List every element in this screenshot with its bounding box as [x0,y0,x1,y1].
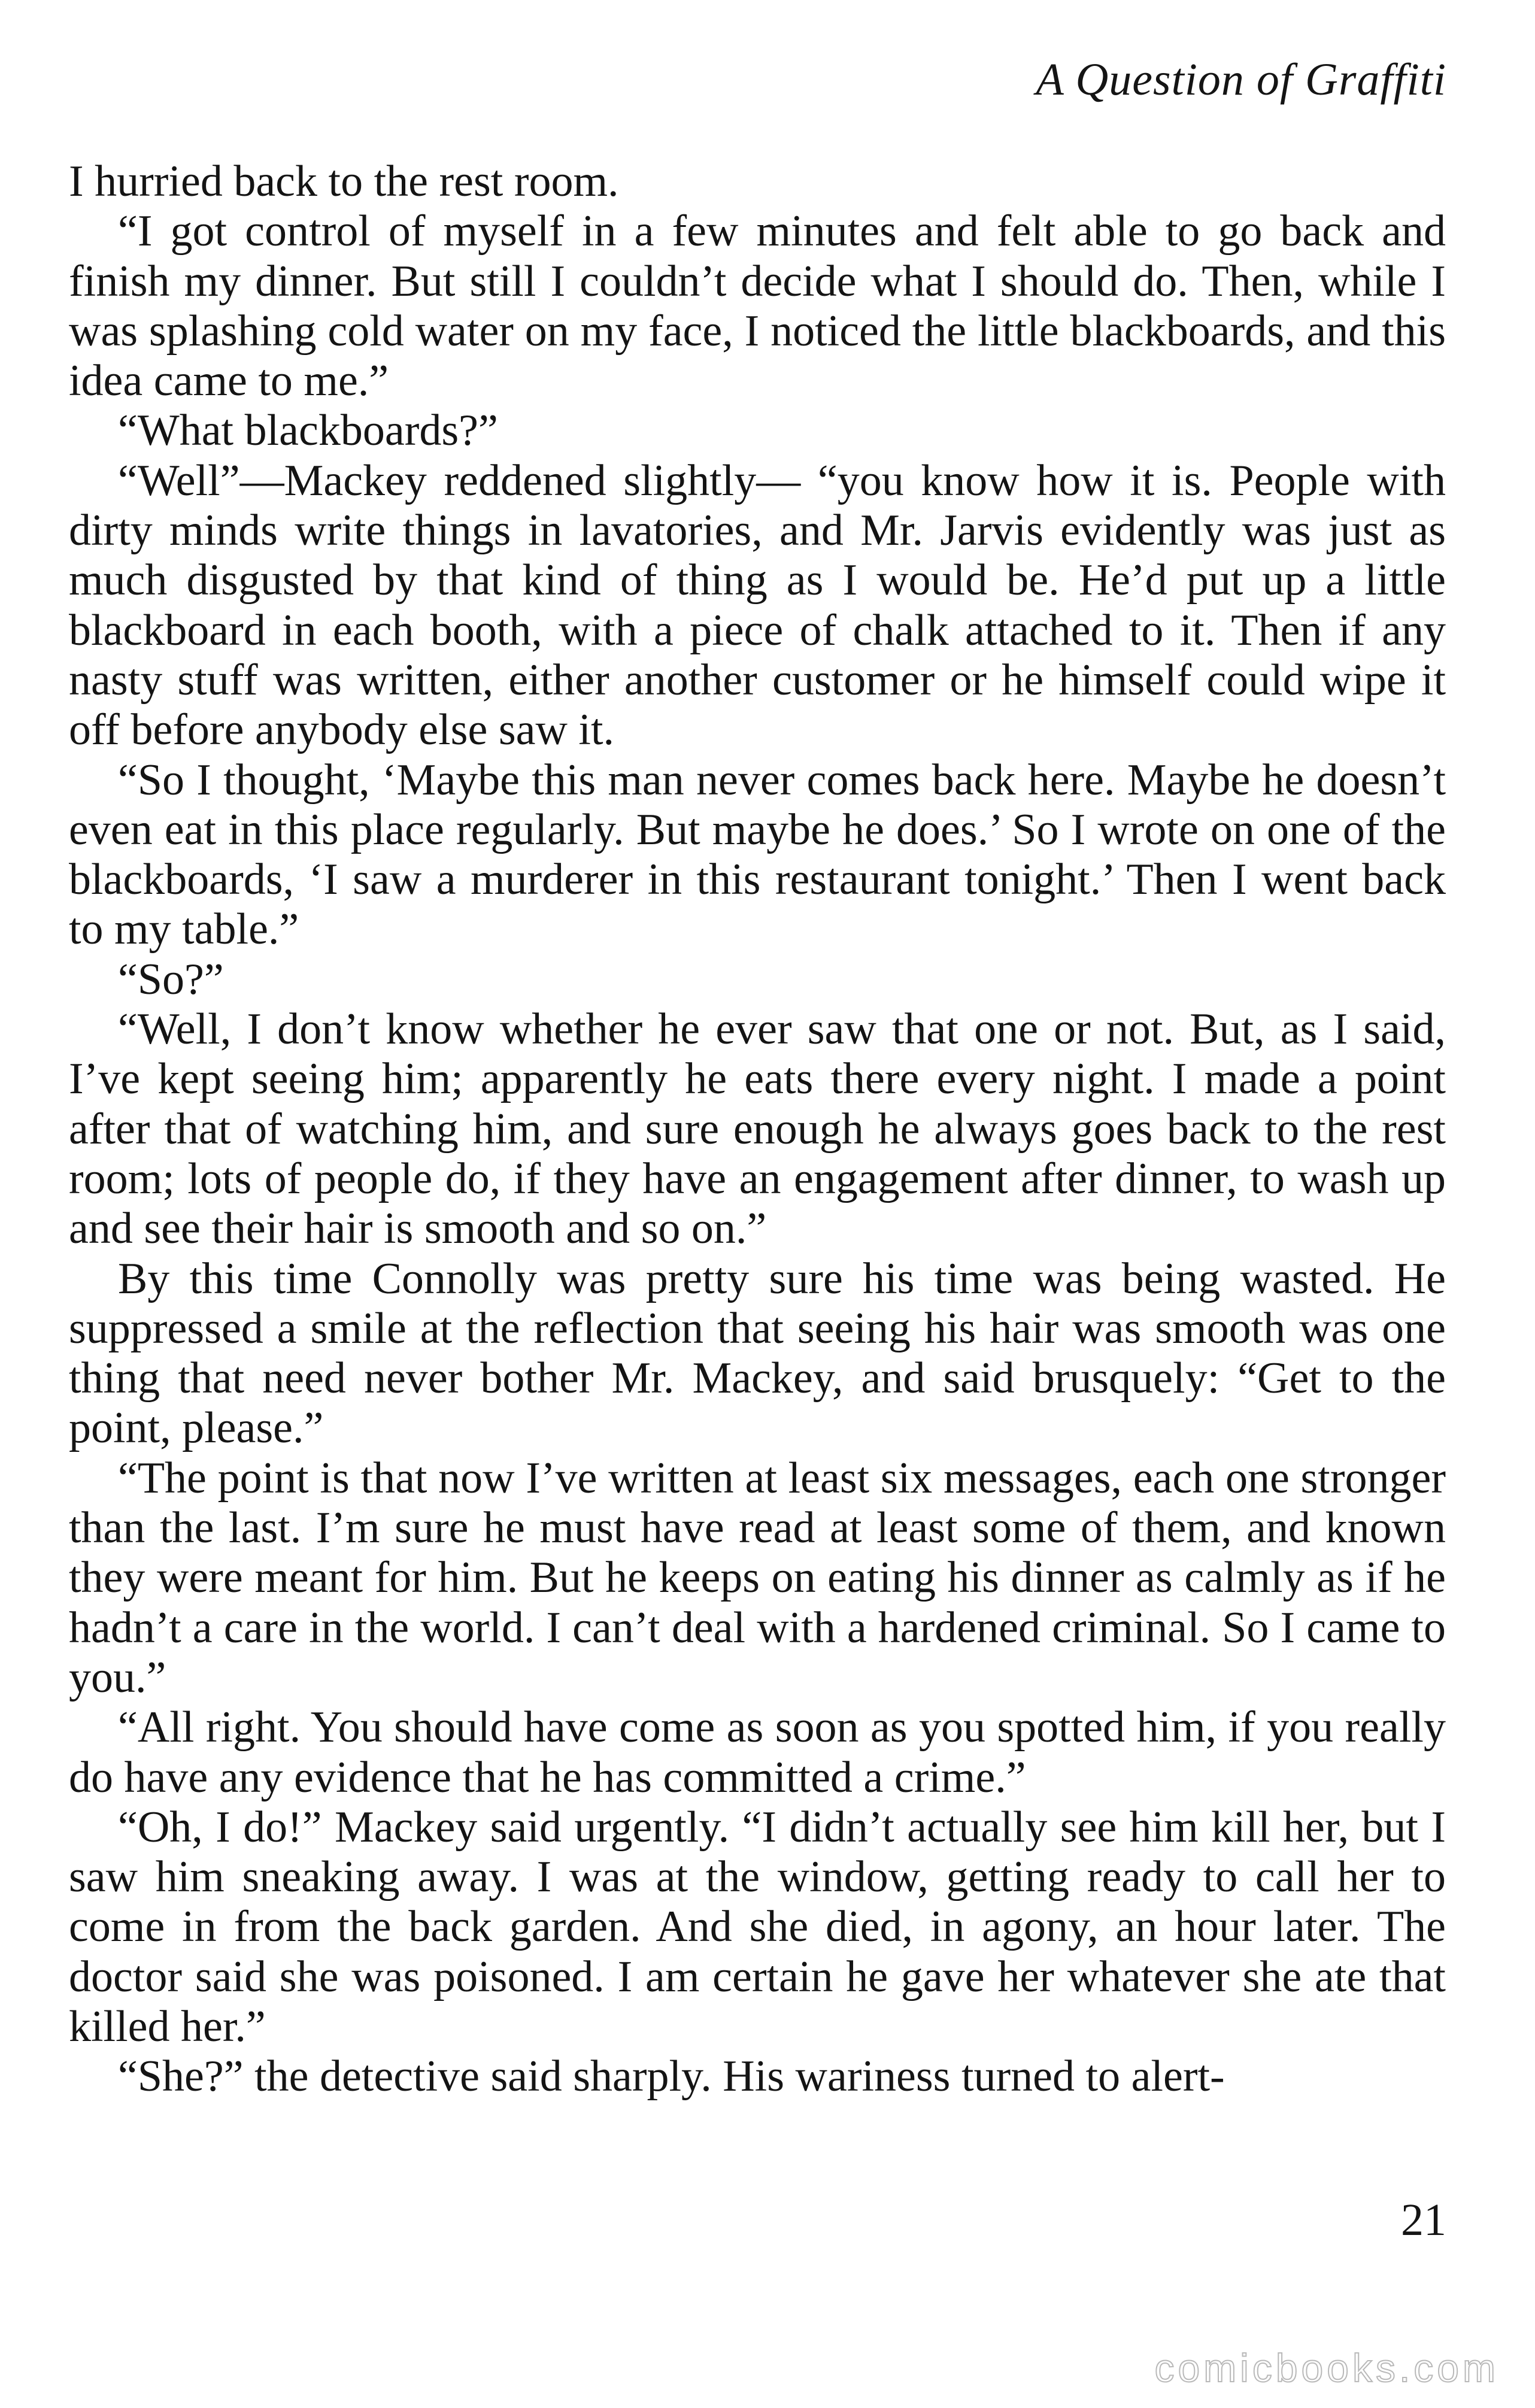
paragraph: “Well”—Mackey reddened slightly— “you know how it is. People with dirty minds write things in lavatories, and Mr. Jarvis evidently was just as much disgusted by that kind of thing as I would be. He’d put up a little blackboard in each booth, with a piece of chalk attached to it. Then if any nasty stuff was written, either another customer or he himself could wipe it off before anybody else saw it. [69,456,1446,755]
watermark: comicbooks.com [1154,2346,1499,2390]
paragraph: “Oh, I do!” Mackey said urgently. “I didn’t actually see him kill her, but I saw him sneaking away. I was at the window, getting ready to call her to come in from the back garden. And she died, in agony, an hour later. The doctor said she was poisoned. I am certain he gave her whatever she ate that killed her.” [69,1802,1446,2051]
paragraph: “The point is that now I’ve written at least six messages, each one stronger than the last. I’m sure he must have read at least some of them, and known they were meant for him. But he keeps on eating his dinner as calmly as if he hadn’t a care in the world. I can’t deal with a hardened criminal. So I came to you.” [69,1453,1446,1702]
page-number: 21 [1401,2195,1446,2245]
paragraph: “All right. You should have come as soon as you spotted him, if you really do have any evidence that he has committed a crime.” [69,1703,1446,1802]
paragraph: “What blackboards?” [118,406,498,456]
paragraph: By this time Connolly was pretty sure his time was being wasted. He suppressed a smile at the reflection that seeing his hair was smooth was one thing that need never bother Mr. Mackey, and said brusquely: “Get to the point, please.” [69,1254,1446,1453]
paragraph: “I got control of myself in a few minutes and felt able to go back and finish my dinner. But still I couldn’t decide what I should do. Then, while I was splashing cold water on my face, I noticed the little blackboards, and this idea came to me.” [69,207,1446,406]
body-text [69,157,1446,2102]
paragraph: I hurried back to the rest room. [69,157,619,206]
paragraph: “She?” the detective said sharply. His wariness turned to alert- [118,2052,1225,2101]
paragraph: “Well, I don’t know whether he ever saw that one or not. But, as I said, I’ve kept seeing him; apparently he eats there every night. I made a point after that of watching him, and sure enough he always goes back to the rest room; lots of people do, if they have an engagement after dinner, to wash up and see their hair is smooth and so on.” [69,1005,1446,1254]
running-title: A Question of Graffiti [1036,54,1446,105]
paragraph: “So I thought, ‘Maybe this man never comes back here. Maybe he doesn’t even eat in this place regularly. But maybe he does.’ So I wrote on one of the blackboards, ‘I saw a murderer in this restaurant tonight.’ Then I went back to my table.” [69,755,1446,954]
paragraph: “So?” [118,954,224,1004]
